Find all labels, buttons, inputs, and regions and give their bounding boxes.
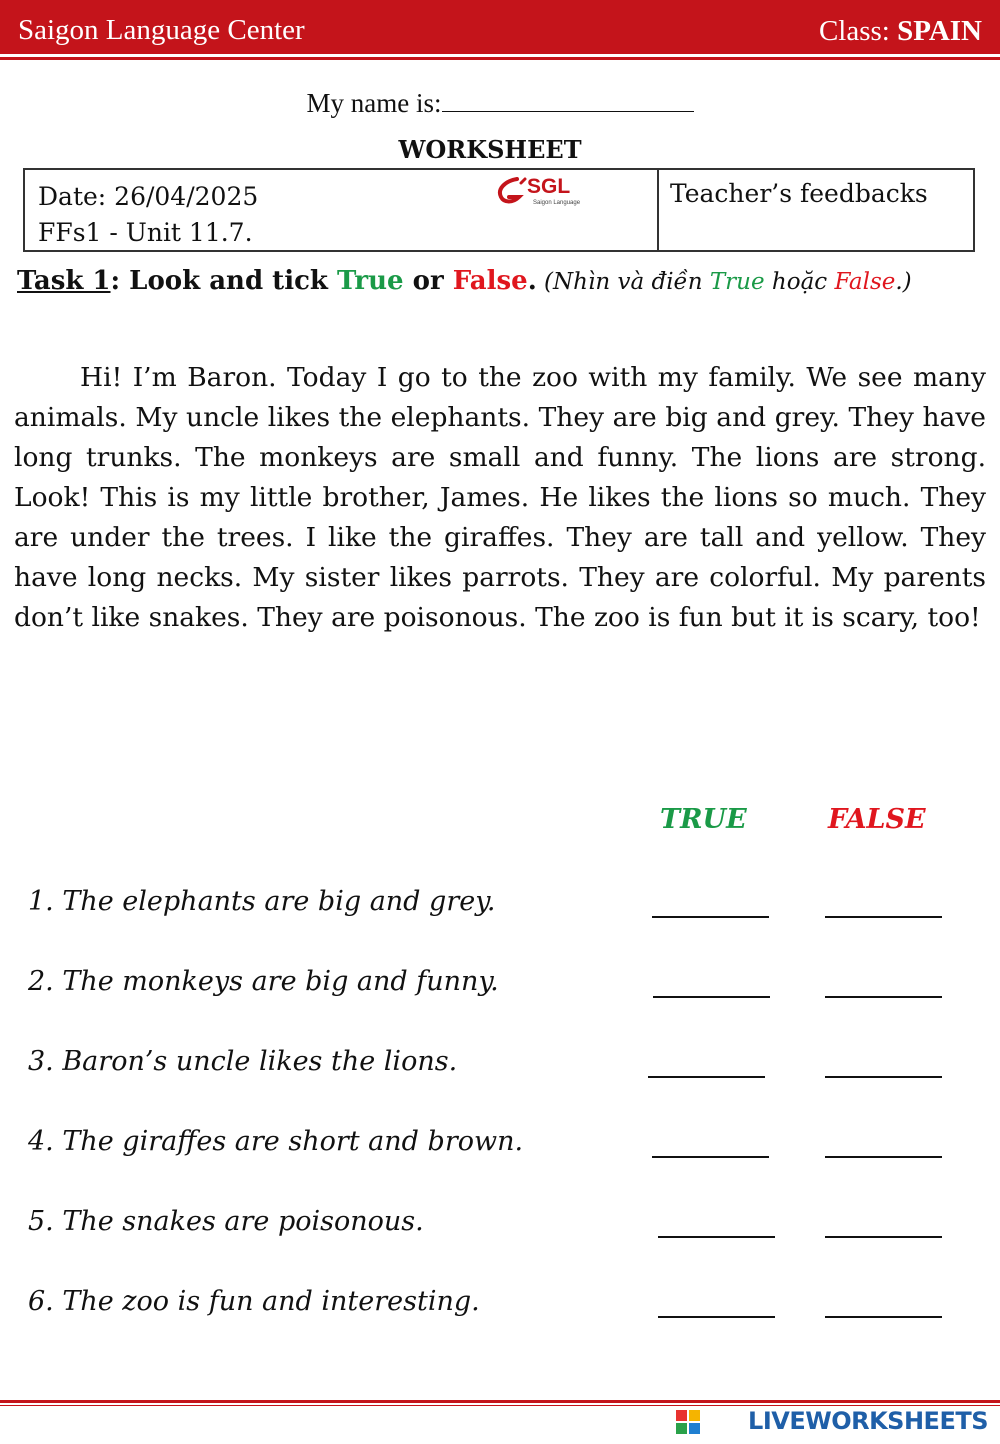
answer-true-5[interactable] — [658, 1236, 775, 1238]
liveworksheets-icon — [676, 1410, 700, 1434]
answer-true-2[interactable] — [653, 996, 770, 998]
reading-passage: Hi! I’m Baron. Today I go to the zoo with my family. We see many animals. My uncle likes the elephants. They are big and grey. They have long trunks. The monkeys are small and funny. The lions are strong. Look! This is my little brother, James. He likes the lions so much. They are under the trees. I like the giraffes. They are tall and yellow. They have long necks. My sister likes parrots. They are colorful. My parents don’t like snakes. They are poisonous. The zoo is fun but it is scary, too! — [14, 362, 986, 633]
task-text: : Look and tick — [110, 266, 337, 296]
answer-false-1[interactable] — [825, 916, 942, 918]
center-name: Saigon Language Center — [18, 14, 305, 46]
date-text: Date: 26/04/2025 — [38, 182, 259, 211]
date-unit-block — [38, 179, 258, 251]
unit-text: FFs1 - Unit 11.7. — [38, 218, 253, 247]
task-period: . — [527, 266, 537, 296]
task-false-word: False — [452, 266, 528, 296]
name-input-line[interactable] — [442, 89, 694, 112]
answer-true-6[interactable] — [658, 1316, 775, 1318]
column-true-header: TRUE — [660, 804, 747, 835]
question-1: 1. The elephants are big and grey. — [28, 886, 496, 917]
task-viet-open: (Nhìn và điền — [536, 269, 710, 295]
answer-true-4[interactable] — [652, 1156, 769, 1158]
answer-false-6[interactable] — [825, 1316, 942, 1318]
logo-subtext: Saigon Language — [533, 200, 581, 206]
sgl-logo-mark — [495, 175, 529, 209]
class-label-text: Class: — [818, 15, 898, 47]
task-viet-close: .) — [895, 269, 912, 295]
logo-text: SGL — [527, 175, 571, 198]
teacher-feedback-label: Teacher’s feedbacks — [670, 179, 928, 208]
task-viet-mid: hoặc — [764, 269, 835, 295]
header-divider — [0, 57, 1000, 60]
footer-divider — [0, 1400, 1000, 1403]
name-label: My name is: — [306, 88, 442, 118]
answer-false-4[interactable] — [825, 1156, 942, 1158]
task-viet-true: True — [709, 269, 765, 295]
question-3: 3. Baron’s uncle likes the lions. — [28, 1046, 458, 1077]
info-divider — [657, 170, 659, 250]
task-label: Task 1 — [17, 266, 111, 296]
name-row — [0, 88, 1000, 119]
info-box — [23, 168, 975, 252]
class-value: SPAIN — [897, 15, 982, 47]
answer-false-5[interactable] — [825, 1236, 942, 1238]
sgl-logo-icon — [495, 175, 595, 211]
class-label — [819, 15, 982, 48]
column-false-header: FALSE — [828, 804, 926, 835]
task-or-word: or — [403, 266, 453, 296]
worksheet-title: WORKSHEET — [398, 135, 582, 164]
task-instruction — [17, 262, 977, 301]
liveworksheets-brand[interactable]: LIVEWORKSHEETS — [748, 1407, 988, 1435]
answer-true-3[interactable] — [648, 1076, 765, 1078]
question-2: 2. The monkeys are big and funny. — [28, 966, 499, 997]
task-true-word: True — [336, 266, 404, 296]
answer-false-2[interactable] — [825, 996, 942, 998]
question-5: 5. The snakes are poisonous. — [28, 1206, 424, 1237]
answer-true-1[interactable] — [652, 916, 769, 918]
task-viet-false: False — [834, 269, 896, 295]
question-4: 4. The giraffes are short and brown. — [28, 1126, 524, 1157]
answer-false-3[interactable] — [825, 1076, 942, 1078]
question-6: 6. The zoo is fun and interesting. — [28, 1286, 480, 1317]
